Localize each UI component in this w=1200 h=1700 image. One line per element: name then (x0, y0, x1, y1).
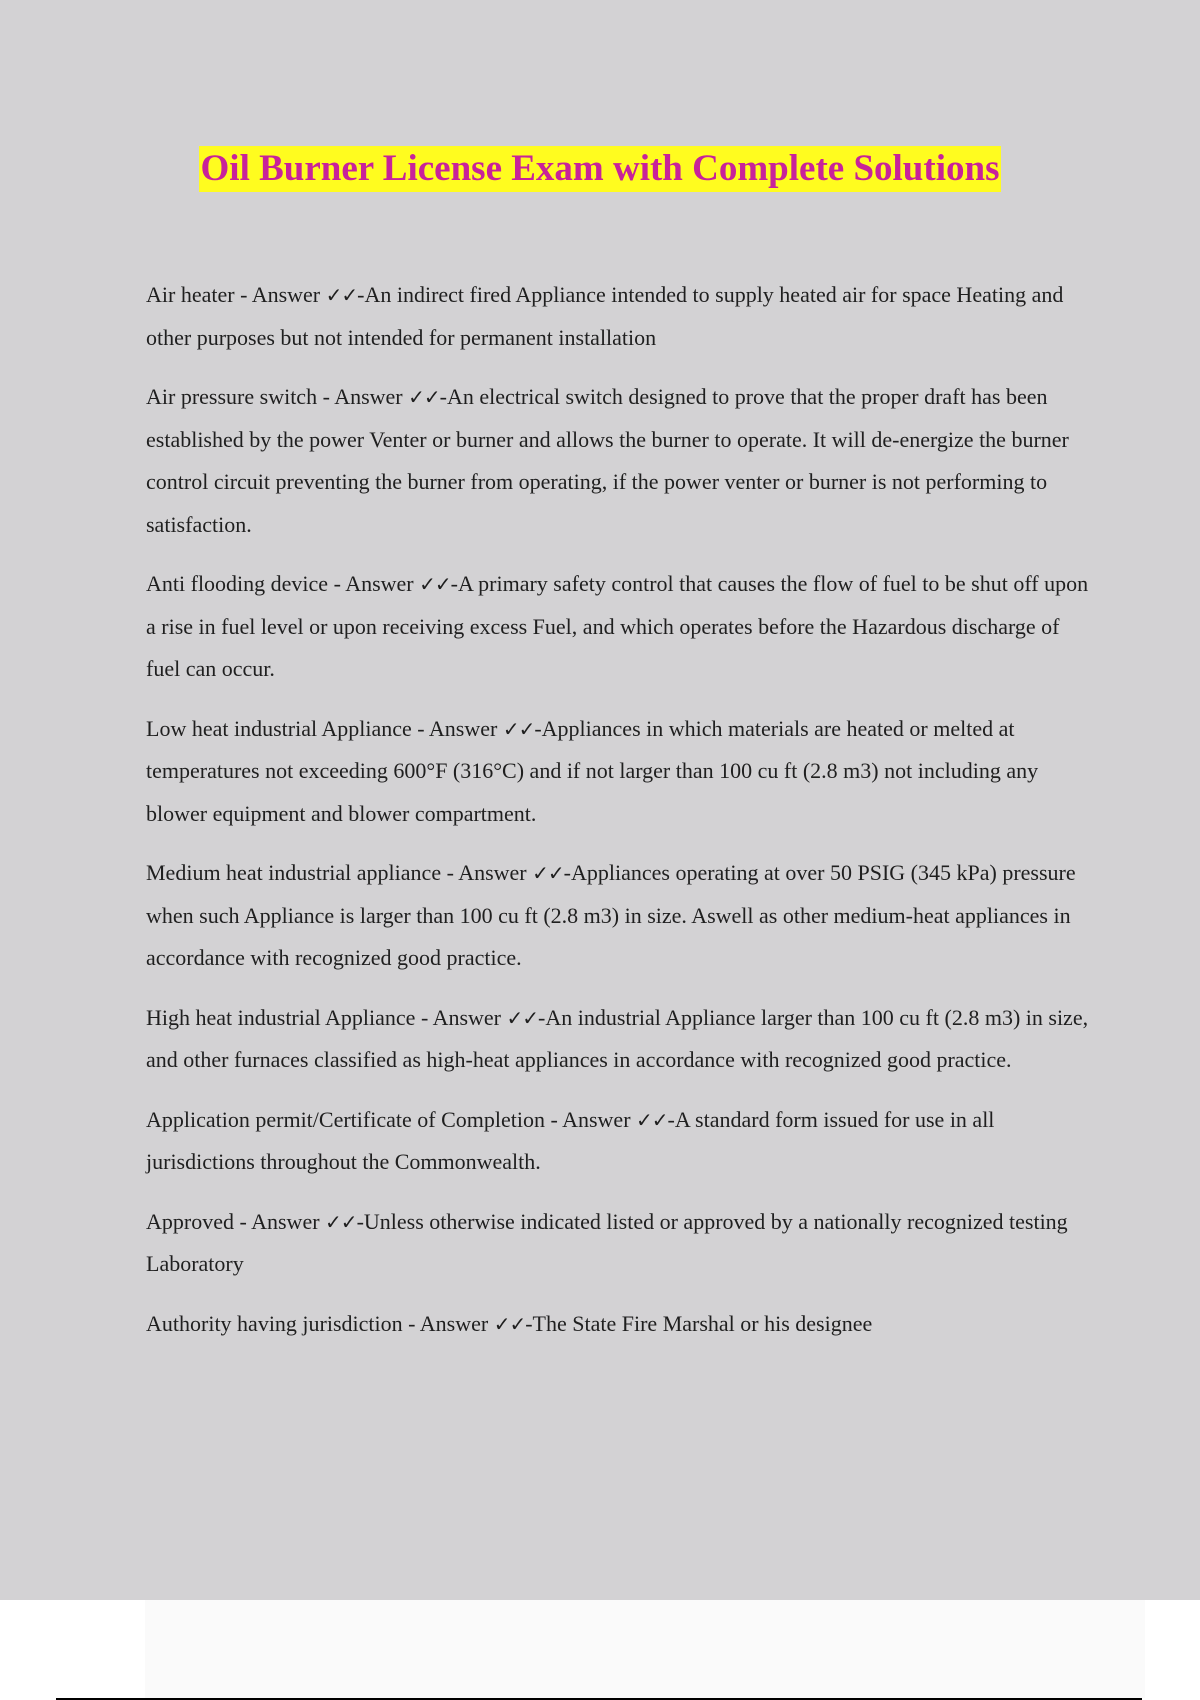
answer-label: Answer (251, 1208, 326, 1234)
double-check-icon: ✓✓ (506, 1005, 539, 1030)
entry-anti-flooding-device (146, 563, 1096, 691)
entry-definition: -A primary safety control that causes the flow of fuel to be shut off upon a rise in fuel level or upon receiving excess Fuel, and which operates before the Hazardous discharge of fuel can occur. (146, 571, 1089, 681)
double-check-icon: ✓✓ (325, 1209, 357, 1234)
double-check-icon: ✓✓ (408, 385, 440, 409)
entry-definition: -Appliances in which materials are heated or melted at temperatures not exceeding 600°F (316°C) and if not larger than 100 cu ft (2.8 m3) not including any blower equipment and blower compartment. (146, 715, 1039, 826)
document-title: Oil Burner License Exam with Complete Solutions (199, 146, 1002, 192)
entry-application-permit (146, 1099, 1096, 1184)
entry-definition: -Unless otherwise indicated listed or approved by a nationally recognized testing Laboratory (146, 1208, 1068, 1276)
double-check-icon: ✓✓ (636, 1107, 668, 1132)
entry-term: Air heater (146, 282, 235, 307)
double-check-icon: ✓✓ (532, 861, 564, 885)
entry-term: Approved (146, 1208, 234, 1234)
answer-label: Answer (419, 1310, 494, 1336)
entry-term: Authority having jurisdiction (146, 1310, 403, 1336)
entry-separator: - (415, 1004, 433, 1030)
answer-label: Answer (428, 715, 503, 741)
answer-label: Answer (432, 1004, 507, 1030)
footer-band (145, 1600, 1145, 1698)
entry-separator: - (402, 1310, 420, 1336)
entry-air-pressure-switch (146, 376, 1096, 546)
entry-term: Medium heat industrial appliance (146, 860, 442, 885)
double-check-icon: ✓✓ (325, 283, 358, 307)
answer-label: Answer (458, 860, 533, 885)
entry-approved (146, 1201, 1096, 1286)
entry-separator: - (317, 384, 335, 409)
entry-low-heat-industrial-appliance (146, 708, 1096, 836)
entry-term: Anti flooding device (146, 571, 329, 596)
entry-separator: - (234, 282, 252, 307)
entry-air-heater (146, 274, 1096, 359)
double-check-icon: ✓✓ (493, 1311, 526, 1336)
entry-separator: - (233, 1208, 252, 1234)
entry-authority-having-jurisdiction (146, 1303, 1096, 1346)
entry-definition: -An indirect fired Appliance intended to supply heated air for space Heating and other purposes but not intended for permanent installation (146, 282, 1064, 350)
entry-separator: - (544, 1106, 563, 1132)
entry-definition: -The State Fire Marshal or his designee (525, 1310, 873, 1336)
answer-label: Answer (334, 384, 409, 409)
entry-definition: -An electrical switch designed to prove that the proper draft has been established by the power Venter or burner and allows the burner to operate. It will de-energize the burner control circuit preventing the burner from operating, if the power venter or burner is not performing to satisfaction. (146, 384, 1069, 537)
entry-list (146, 274, 1096, 1362)
entry-separator: - (328, 571, 346, 596)
entry-term: Low heat industrial Appliance (146, 715, 412, 741)
answer-label: Answer (251, 282, 326, 307)
entry-separator: - (411, 715, 429, 741)
entry-separator: - (441, 860, 459, 885)
answer-label: Answer (345, 571, 420, 596)
entry-term: High heat industrial Appliance (146, 1004, 416, 1030)
entry-medium-heat-industrial-appliance (146, 852, 1096, 980)
entry-definition: -Appliances operating at over 50 PSIG (345 kPa) pressure when such Appliance is larger than 100 cu ft (2.8 m3) in size. Aswell as other medium-heat appliances in accordance with recognized good practice. (146, 860, 1076, 970)
entry-definition: -An industrial Appliance larger than 100 cu ft (2.8 m3) in size, and other furnaces classified as high-heat appliances in accordance with recognized good practice. (146, 1004, 1089, 1072)
title-container (0, 146, 1200, 192)
entry-term: Application permit/Certificate of Completion (146, 1106, 545, 1132)
double-check-icon: ✓✓ (502, 716, 535, 741)
entry-high-heat-industrial-appliance (146, 997, 1096, 1082)
double-check-icon: ✓✓ (419, 572, 451, 596)
answer-label: Answer (562, 1106, 637, 1132)
entry-definition: -A standard form issued for use in all jurisdictions throughout the Commonwealth. (146, 1106, 995, 1174)
entry-term: Air pressure switch (146, 384, 318, 409)
